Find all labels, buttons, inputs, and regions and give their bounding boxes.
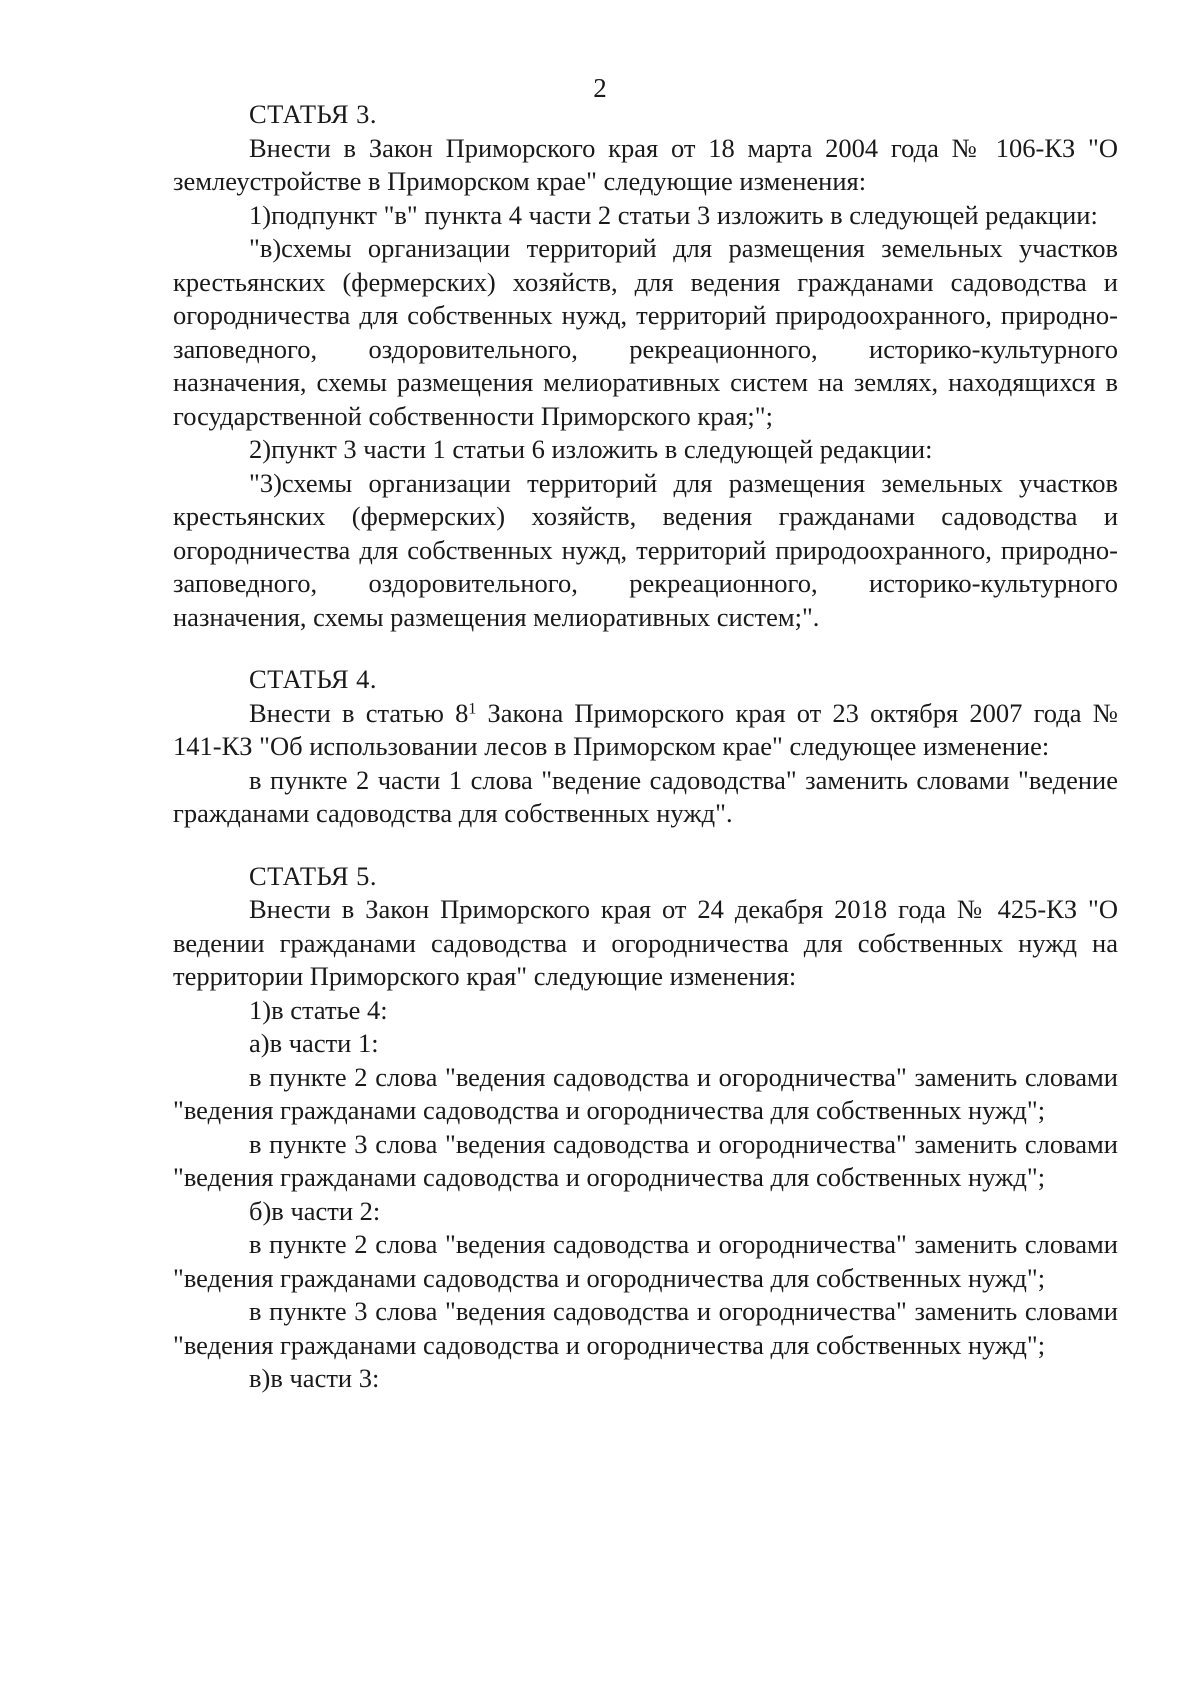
- article-3-item-1-text: "в)схемы организации территорий для размещения земельных участков крестьянских (фермерских) хозяйств, для ведения гражданами садоводства и огородничества для собственных нужд, территорий природоохранного, природно-заповедного, оздоровительного, рекреационного, историко-культурного назначения, схемы размещения мелиоративных систем на землях, находящихся в государственной собственности Приморского края;";: [173, 233, 1118, 431]
- document-body: [173, 98, 1118, 1396]
- article-4-intro-start: Внести в статью 8: [249, 697, 469, 728]
- article-5-heading: СТАТЬЯ 5.: [249, 860, 378, 891]
- article-4-heading: СТАТЬЯ 4.: [249, 664, 378, 694]
- article-5-sub-b-point-3: в пункте 3 слова "ведения садоводства и огородничества" заменить словами "ведения гражданами садоводства и огородничества для собственных нужд";: [173, 1296, 1118, 1360]
- article-5-sub-v: в)в части 3:: [249, 1363, 380, 1393]
- article-5: [173, 860, 1118, 1396]
- article-4: [173, 663, 1118, 831]
- article-5-item-1: 1)в статье 4:: [249, 994, 388, 1025]
- article-3-item-1: 1)подпункт "в" пункта 4 части 2 статьи 3 изложить в следующей редакции:: [249, 199, 1098, 230]
- article-5-sub-b-point-2: в пункте 2 слова "ведения садоводства и огородничества" заменить словами "ведения гражданами садоводства и огородничества для собственных нужд";: [173, 1229, 1118, 1293]
- section-spacer: [173, 634, 1118, 663]
- page-number: 2: [593, 73, 607, 103]
- article-3: [173, 98, 1118, 634]
- article-4-text: в пункте 2 части 1 слова "ведение садоводства" заменить словами "ведение гражданами садоводства для собственных нужд".: [173, 764, 1118, 828]
- article-5-sub-a-point-2: в пункте 2 слова "ведения садоводства и огородничества" заменить словами "ведения гражданами садоводства и огородничества для собственных нужд";: [173, 1061, 1118, 1125]
- article-5-intro: Внести в Закон Приморского края от 24 декабря 2018 года № 425-КЗ "О ведении гражданами садоводства и огородничества для собственных нужд на территории Приморского края" следующие изменения:: [173, 894, 1118, 991]
- article-3-item-2-text: "3)схемы организации территорий для размещения земельных участков крестьянских (фермерских) хозяйств, ведения гражданами садоводства и огородничества для собственных нужд, территорий природоохранного, природно-заповедного, оздоровительного, рекреационного, историко-культурного назначения, схемы размещения мелиоративных систем;".: [173, 467, 1118, 632]
- article-5-sub-a-point-3: в пункте 3 слова "ведения садоводства и огородничества" заменить словами "ведения гражданами садоводства и огородничества для собственных нужд";: [173, 1128, 1118, 1192]
- article-3-item-2: 2)пункт 3 части 1 статьи 6 изложить в следующей редакции:: [249, 434, 933, 464]
- article-5-sub-a: а)в части 1:: [249, 1028, 379, 1058]
- article-3-heading: СТАТЬЯ 3.: [249, 99, 378, 129]
- article-5-sub-b: б)в части 2:: [249, 1195, 381, 1226]
- article-number-superscript: 1: [468, 699, 477, 717]
- article-4-intro: [173, 697, 1118, 764]
- article-3-intro: Внести в Закон Приморского края от 18 марта 2004 года № 106-КЗ "О землеустройстве в Приморском крае" следующие изменения:: [173, 132, 1118, 196]
- section-spacer: [173, 831, 1118, 860]
- article-4-intro-end: Закона Приморского края от 23 октября 2007 года № 141-КЗ "Об использовании лесов в Приморском крае" следующее изменение:: [173, 697, 1118, 761]
